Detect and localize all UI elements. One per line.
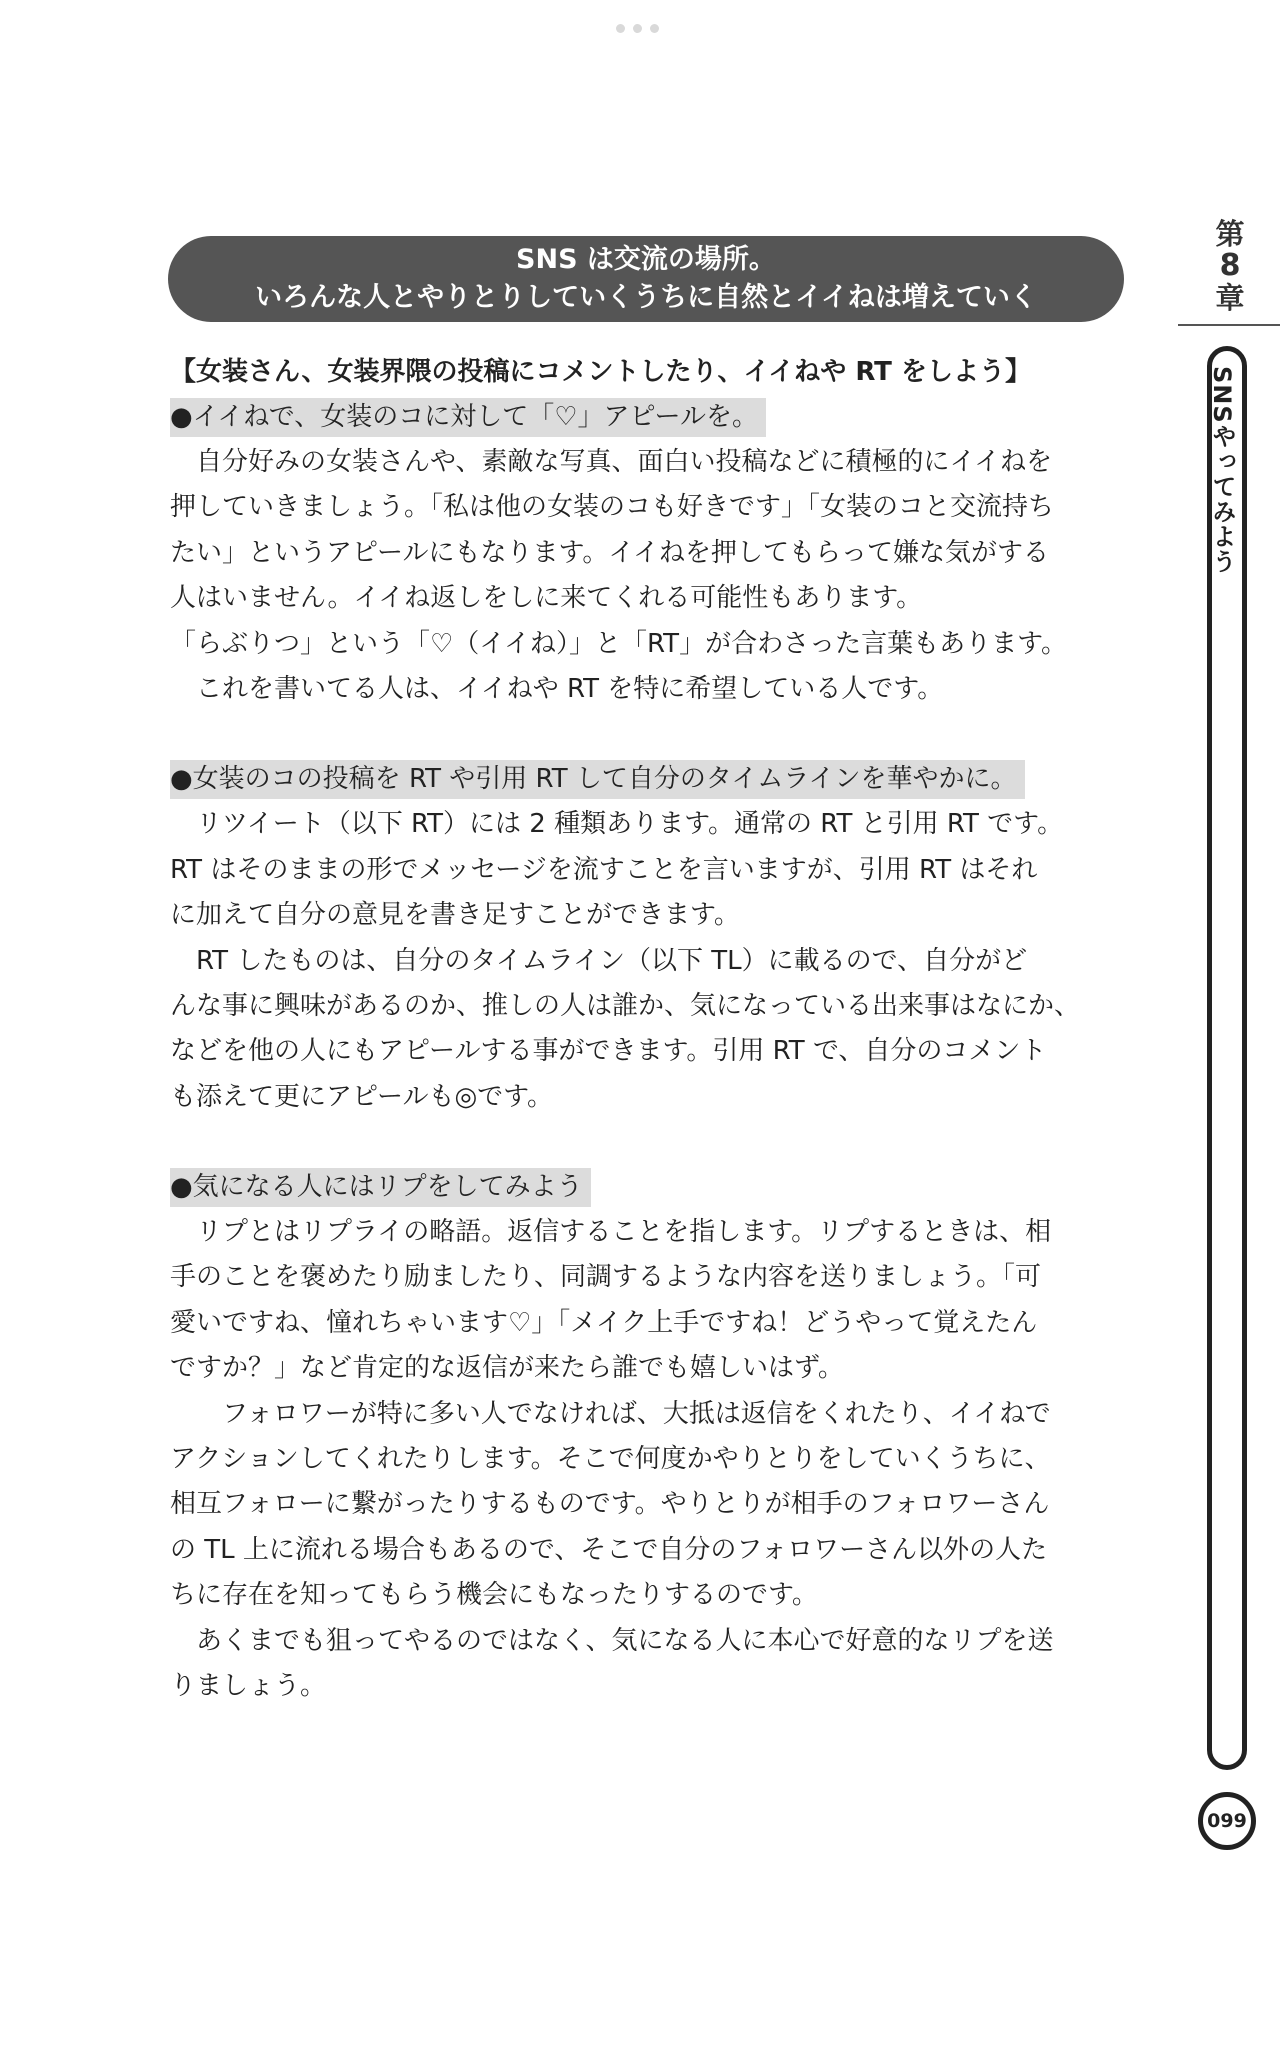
paragraph-line: 押していきましょう。「私は他の女装のコも好きです」「女装のコと交流持ち — [170, 492, 1055, 523]
section-title: ●女装のコの投稿を RT や引用 RT して自分のタイムラインを華やかに。 — [170, 760, 1025, 799]
page-heading: 【女装さん、女装界隈の投稿にコメントしたり、イイねや RT をしよう】 — [170, 357, 1031, 387]
section-title: ●気になる人にはリプをしてみよう — [170, 1168, 591, 1207]
paragraph-line: リプとはリプライの略語。返信することを指します。リプするときは、相 — [170, 1217, 1052, 1248]
dot-icon — [616, 24, 625, 33]
spacer — [170, 1120, 1130, 1165]
dot-icon — [650, 24, 659, 33]
main-text — [170, 350, 1130, 1709]
chapter-divider — [1178, 324, 1280, 326]
dot-icon — [633, 24, 642, 33]
paragraph-line: あくまでも狙ってやるのではなく、気になる人に本心で好意的なリプを送 — [170, 1625, 1054, 1656]
paragraph-line: 手のことを褒めたり励ましたり、同調するような内容を送りましょう。「可 — [170, 1262, 1042, 1293]
chapter-suffix: 章 — [1215, 281, 1245, 315]
paragraph-line: RT したものは、自分のタイムライン（以下 TL）に載るので、自分がど — [170, 945, 1028, 976]
paragraph-line: RT はそのままの形でメッセージを流すことを言いますが、引用 RT はそれ — [170, 854, 1038, 885]
paragraph-line: 人はいません。イイね返しをしに来てくれる可能性もあります。 — [170, 583, 923, 614]
banner-line-1: SNS は交流の場所。 — [516, 244, 776, 275]
paragraph-line: も添えて更にアピールも◎です。 — [170, 1081, 554, 1112]
paragraph-line: リツイート（以下 RT）には 2 種類あります。通常の RT と引用 RT です。 — [170, 809, 1064, 840]
paragraph-line: フォロワーが特に多い人でなければ、大抵は返信をくれたり、イイねで — [170, 1398, 1051, 1429]
paragraph-line: アクションしてくれたりします。そこで何度かやりとりをしていくうちに、 — [170, 1444, 1051, 1475]
paragraph-line: ですか？」など肯定的な返信が来たら誰でも嬉しいはず。 — [170, 1353, 844, 1384]
more-options-icon[interactable] — [616, 24, 659, 33]
chapter-marker — [1208, 218, 1252, 314]
paragraph-line: の TL 上に流れる場合もあるので、そこで自分のフォロワーさん以外の人た — [170, 1534, 1048, 1565]
paragraph-line: 愛いですね、憧れちゃいます♡」「メイク上手ですね！どうやって覚えたん — [170, 1307, 1038, 1338]
paragraph-line: に加えて自分の意見を書き足すことができます。 — [170, 900, 740, 931]
paragraph-line: りましょう。 — [170, 1670, 327, 1701]
page-number: 099 — [1198, 1792, 1256, 1850]
banner-line-2: いろんな人とやりとりしていくうちに自然とイイねは増えていく — [255, 282, 1037, 313]
paragraph-line: 「らぶりつ」という「♡（イイね）」と「RT」が合わさった言葉もあります。 — [170, 628, 1067, 659]
spacer — [170, 712, 1130, 757]
chapter-prefix: 第 — [1215, 217, 1245, 251]
section-rt — [170, 757, 1130, 1120]
paragraph-line: たい」というアピールにもなります。イイねを押してもらって嫌な気がする — [170, 537, 1050, 568]
section-like — [170, 395, 1130, 712]
section-reply — [170, 1165, 1130, 1709]
chapter-number: 8 — [1219, 248, 1241, 283]
section-banner — [168, 236, 1124, 322]
paragraph-line: などを他の人にもアピールする事ができます。引用 RT で、自分のコメント — [170, 1036, 1047, 1067]
section-title: ●イイねで、女装のコに対して「♡」アピールを。 — [170, 398, 766, 437]
paragraph-line: 自分好みの女装さんや、素敵な写真、面白い投稿などに積極的にイイねを — [170, 447, 1053, 477]
chapter-tab-label: SNSやってみよう — [1208, 366, 1236, 574]
paragraph-line: これを書いてる人は、イイねや RT を特に希望している人です。 — [170, 673, 944, 704]
paragraph-line: んな事に興味があるのか、推しの人は誰か、気になっている出来事はなにか、 — [170, 990, 1081, 1021]
paragraph-line: ちに存在を知ってもらう機会にもなったりするのです。 — [170, 1580, 818, 1611]
paragraph-line: 相互フォローに繋がったりするものです。やりとりが相手のフォロワーさん — [170, 1489, 1050, 1520]
